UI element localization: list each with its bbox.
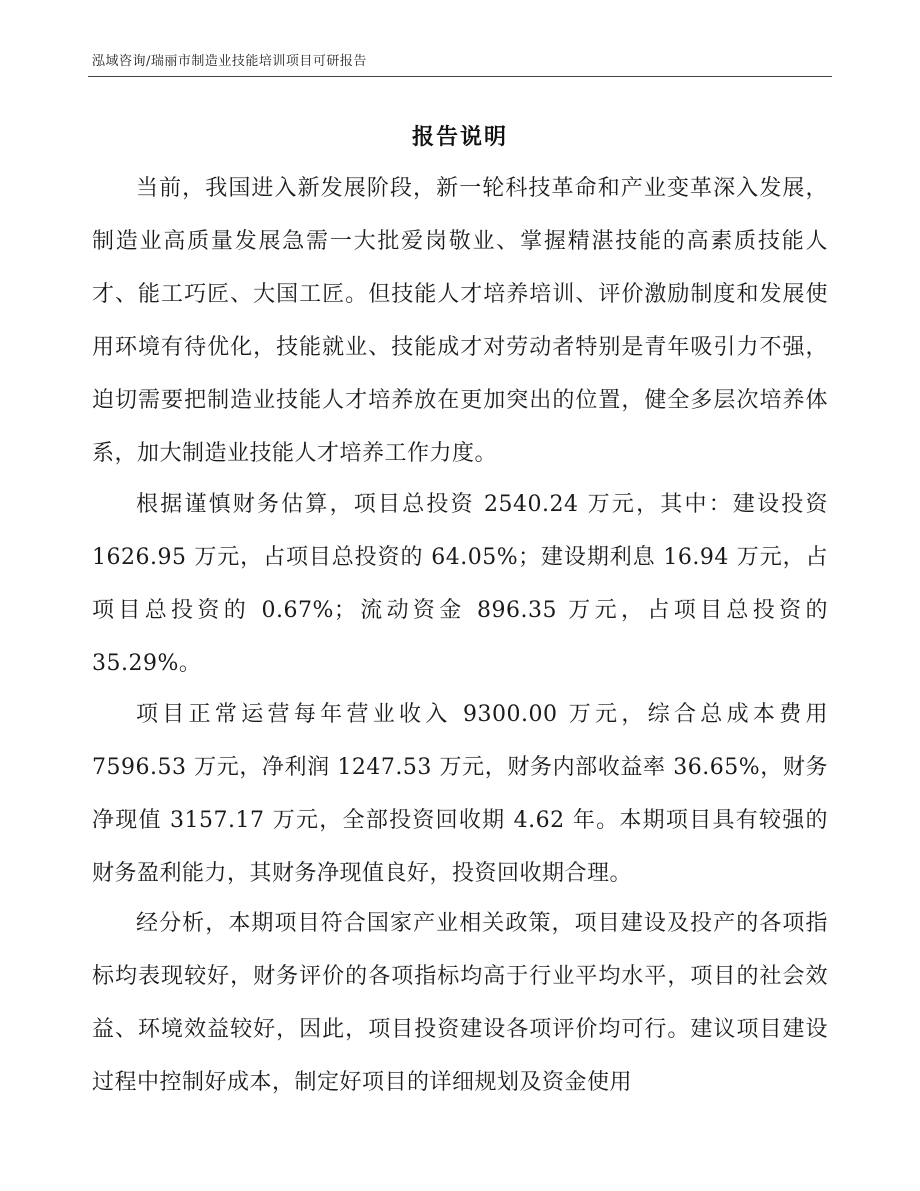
paragraph-background: 当前，我国进入新发展阶段，新一轮科技革命和产业变革深入发展，制造业高质量发展急需一大批爱岗敬业、掌握精湛技能的高素质技能人才、能工巧匠、大国工匠。但技能人才培养培训、评价激励制度和发展使用环境有待优化，技能就业、技能成才对劳动者特别是青年吸引力不强，迫切需要把制造业技能人才培养放在更加突出的位置，健全多层次培养体系，加大制造业技能人才培养工作力度。: [92, 176, 828, 466]
paragraph-financials: 项目正常运营每年营业收入 9300.00 万元，综合总成本费用 7596.53 万元，净利润 1247.53 万元，财务内部收益率 36.65%，财务净现值 3157.17 万元，全部投资回收期 4.62 年。本期项目具有较强的财务盈利能力，其财务净现值良好，投资回收期合理。: [92, 702, 828, 886]
header-divider: [88, 76, 832, 77]
paragraph-investment: 根据谨慎财务估算，项目总投资 2540.24 万元，其中：建设投资 1626.95 万元，占项目总投资的 64.05%；建设期利息 16.94 万元，占项目总投资的 0.67%；流动资金 896.35 万元，占项目总投资的 35.29%。: [92, 492, 828, 676]
section-title: 报告说明: [411, 125, 508, 150]
running-header: 泓域咨询/瑞丽市制造业技能培训项目可研报告: [92, 54, 367, 69]
paragraph-conclusion: 经分析，本期项目符合国家产业相关政策，项目建设及投产的各项指标均表现较好，财务评价的各项指标均高于行业平均水平，项目的社会效益、环境效益较好，因此，项目投资建设各项评价均可行。建议项目建设过程中控制好成本，制定好项目的详细规划及资金使用: [92, 911, 828, 1095]
